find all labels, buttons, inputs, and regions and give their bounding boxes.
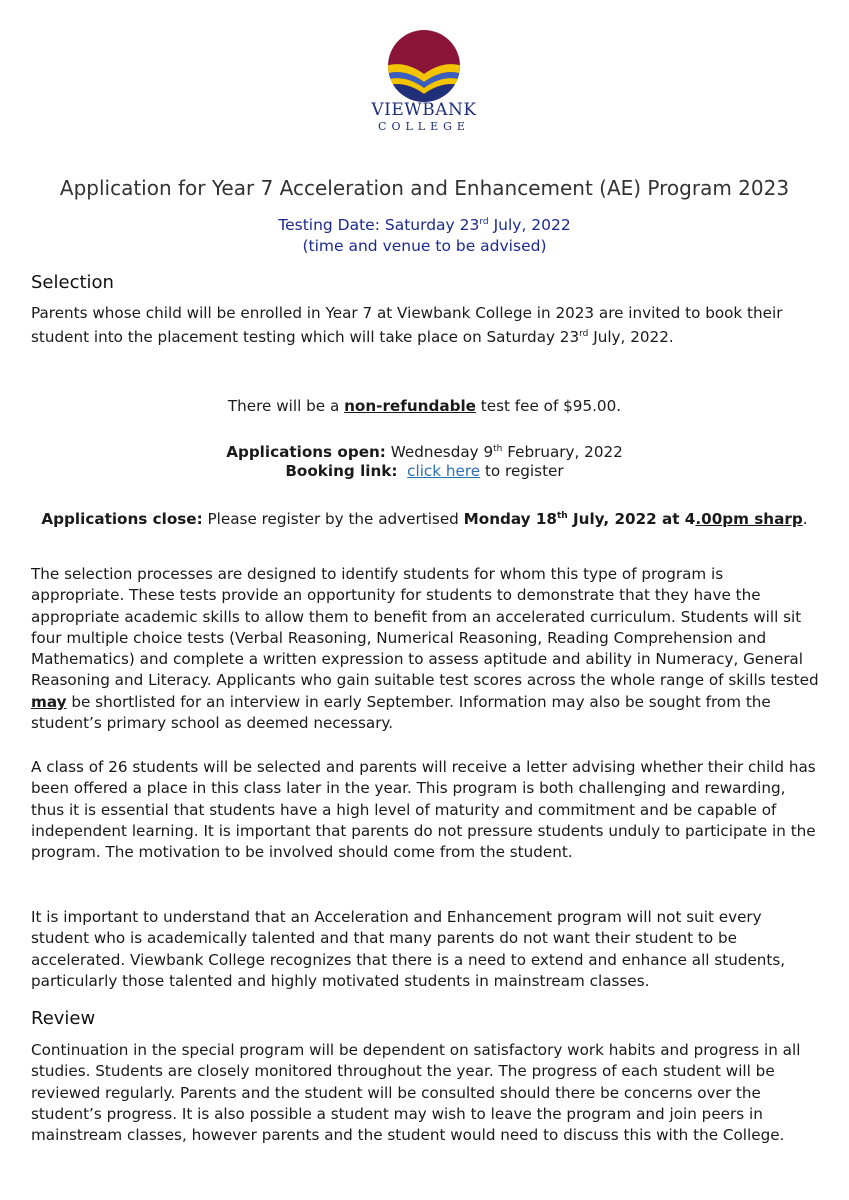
logo-emblem [380,28,468,104]
applications-close-line: Applications close: Please register by the advertised Monday 18th July, 2022 at 4.00pm sharp. [41,510,808,529]
applications-open-line: Applications open: Wednesday 9th February, 2022 [226,443,623,462]
testing-info [0,212,849,257]
booking-line: Booking link: click here to register [285,462,564,480]
understanding-paragraph: It is important to understand that an Acceleration and Enhancement program will not suit every student who is academically talented and that many parents do not want their student to be accelerated. Viewbank College recognizes that there is a need to extend and enhance all students, particularly those talented and highly motivated students in mainstream classes. [31,908,786,990]
selection-heading: Selection [31,272,114,293]
testing-date: Testing Date: Saturday 23rd July, 2022 [278,216,571,235]
may-emphasis: may [31,692,67,711]
college-logo [371,28,477,136]
logo-wordmark: VIEWBANK [371,100,477,120]
review-heading: Review [31,1008,96,1029]
page-title: Application for Year 7 Acceleration and Enhancement (AE) Program 2023 [59,176,790,200]
selection-process-paragraph: The selection processes are designed to identify students for whom this type of program is appropriate. These tests provide an opportunity for students to demonstrate that they have the appropriate academic skills to allow them to benefit from an accelerated curriculum. Students will sit four multiple choice tests (Verbal Reasoning, Numerical Reasoning, Reading Comprehension and Mathematics) and complete a written expression to assess aptitude and ability in Numeracy, General Reasoning and Literacy. Applicants who gain suitable test scores across the whole range of skills tested may be shortlisted for an interview in early September. Information may also be sought from the student’s primary school as deemed necessary. [31,565,819,733]
selection-paragraph: Parents whose child will be enrolled in Year 7 at Viewbank College in 2023 are invited to book their student into the placement testing which will take place on Saturday 23rd July, 2022. [31,304,783,347]
class-paragraph: A class of 26 students will be selected and parents will receive a letter advising whether their child has been offered a place in this class later in the year. This program is both challenging and rewarding, thus it is essential that students have a high level of maturity and commitment and be capable of independent learning. It is important that parents do not pressure students unduly to participate in the program. The motivation to be involved should come from the student. [31,758,816,862]
review-paragraph: Continuation in the special program will be dependent on satisfactory work habits and progress in all studies. Students are closely monitored throughout the year. The progress of each student will be reviewed regularly. Parents and the student will be consulted should there be concerns over the student’s progress. It is also possible a student may wish to leave the program and join peers in mainstream classes, however parents and the student would need to discuss this with the College. [31,1041,801,1145]
logo-subtitle: COLLEGE [378,120,470,133]
testing-venue: (time and venue to be advised) [302,237,547,256]
fee-line: There will be a non-refundable test fee of $95.00. [227,397,622,415]
booking-link[interactable]: click here [407,462,481,480]
non-refundable-emphasis: non-refundable [344,397,476,415]
